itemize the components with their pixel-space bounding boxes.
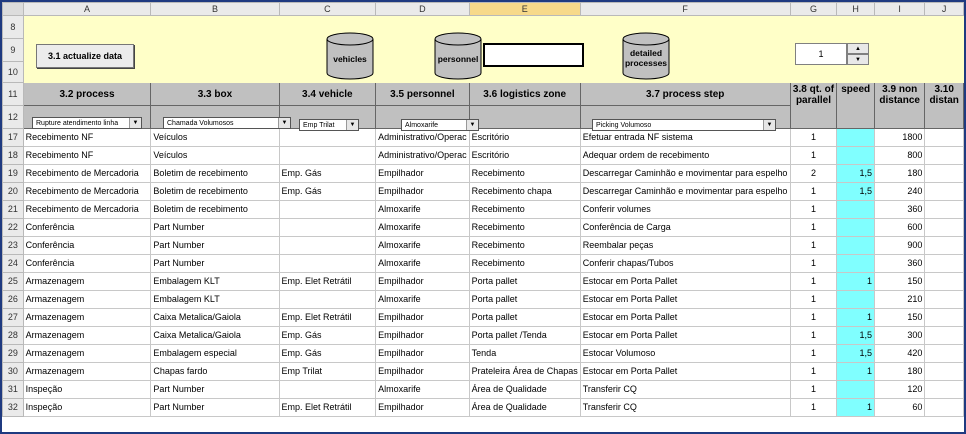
table-cell[interactable]: Transferir CQ bbox=[580, 381, 790, 399]
row-header[interactable]: 26 bbox=[3, 291, 24, 309]
detailed-processes-cylinder-button[interactable] bbox=[622, 32, 670, 80]
table-cell[interactable]: 1 bbox=[837, 399, 875, 417]
table-row bbox=[3, 291, 964, 309]
column-header[interactable]: C bbox=[279, 3, 376, 16]
table-cell[interactable] bbox=[925, 183, 964, 201]
table-row bbox=[3, 237, 964, 255]
row-header[interactable]: 29 bbox=[3, 345, 24, 363]
table-cell[interactable] bbox=[925, 165, 964, 183]
table-cell[interactable] bbox=[837, 255, 875, 273]
table-row bbox=[3, 201, 964, 219]
table-cell[interactable]: Conferência de Carga bbox=[580, 219, 790, 237]
header-vehicle: 3.4 vehicle bbox=[279, 83, 376, 106]
row-header[interactable]: 31 bbox=[3, 381, 24, 399]
table-cell[interactable]: Veículos bbox=[151, 147, 279, 165]
table-row bbox=[3, 147, 964, 165]
table-cell[interactable]: Emp. Elet Retrátil bbox=[279, 399, 376, 417]
spinner-up-button[interactable]: ▲ bbox=[847, 43, 869, 54]
table-cell[interactable]: Conferência bbox=[23, 237, 151, 255]
table-cell[interactable] bbox=[925, 327, 964, 345]
vehicle-filter-dropdown[interactable]: Emp Trilat ▼ bbox=[299, 119, 359, 131]
chevron-down-icon[interactable]: ▼ bbox=[129, 118, 141, 128]
table-cell[interactable] bbox=[925, 273, 964, 291]
column-header[interactable]: G bbox=[790, 3, 837, 16]
row-header[interactable]: 28 bbox=[3, 327, 24, 345]
table-cell[interactable]: 420 bbox=[875, 345, 925, 363]
row-header[interactable]: 12 bbox=[3, 106, 24, 129]
table-cell[interactable]: Inspeção bbox=[23, 399, 151, 417]
table-cell[interactable]: Prateleira Área de Chapas bbox=[469, 363, 580, 381]
table-cell[interactable] bbox=[837, 291, 875, 309]
table-cell[interactable]: Armazenagem bbox=[23, 327, 151, 345]
table-cell[interactable]: Emp. Gás bbox=[279, 165, 376, 183]
table-cell[interactable]: Tenda bbox=[469, 345, 580, 363]
chevron-down-icon[interactable]: ▼ bbox=[278, 118, 290, 128]
table-cell[interactable]: Almoxarife bbox=[376, 255, 470, 273]
table-cell[interactable]: Armazenagem bbox=[23, 273, 151, 291]
column-header-selected[interactable]: E bbox=[469, 3, 580, 16]
row-header[interactable]: 8 bbox=[3, 16, 24, 39]
row-header[interactable]: 20 bbox=[3, 183, 24, 201]
row-header[interactable]: 11 bbox=[3, 83, 24, 106]
table-cell[interactable] bbox=[925, 201, 964, 219]
table-cell[interactable]: 1 bbox=[790, 147, 837, 165]
table-cell[interactable]: 360 bbox=[875, 201, 925, 219]
table-cell[interactable]: Recebimento de Mercadoria bbox=[23, 165, 151, 183]
table-cell[interactable]: Reembalar peças bbox=[580, 237, 790, 255]
table-row bbox=[3, 219, 964, 237]
table-cell[interactable]: Part Number bbox=[151, 237, 279, 255]
table-cell[interactable]: Porta pallet bbox=[469, 309, 580, 327]
chevron-down-icon[interactable]: ▼ bbox=[763, 120, 775, 130]
table-cell[interactable] bbox=[279, 291, 376, 309]
column-header[interactable]: H bbox=[837, 3, 875, 16]
table-cell[interactable]: 1 bbox=[790, 219, 837, 237]
table-cell[interactable] bbox=[279, 237, 376, 255]
active-cell-selection[interactable] bbox=[483, 43, 584, 67]
table-cell[interactable]: 1 bbox=[837, 309, 875, 327]
chevron-down-icon[interactable]: ▼ bbox=[346, 120, 358, 130]
table-cell[interactable]: Escritório bbox=[469, 147, 580, 165]
header-process: 3.2 process bbox=[23, 83, 151, 106]
table-cell[interactable]: Conferir chapas/Tubos bbox=[580, 255, 790, 273]
table-cell[interactable]: Conferir volumes bbox=[580, 201, 790, 219]
table-cell[interactable]: Almoxarife bbox=[376, 381, 470, 399]
table-row bbox=[3, 273, 964, 291]
header-distance: 3.10 distan bbox=[925, 83, 964, 129]
box-filter-dropdown[interactable]: Chamada Volumosos ▼ bbox=[163, 117, 291, 129]
table-cell[interactable] bbox=[925, 399, 964, 417]
spinner-value[interactable]: 1 bbox=[795, 43, 847, 65]
table-cell[interactable]: Adequar ordem de recebimento bbox=[580, 147, 790, 165]
table-cell[interactable]: Estocar em Porta Pallet bbox=[580, 327, 790, 345]
table-cell[interactable]: 60 bbox=[875, 399, 925, 417]
table-cell[interactable]: Descarregar Caminhão e movimentar para espelho bbox=[580, 165, 790, 183]
table-cell[interactable] bbox=[279, 255, 376, 273]
table-cell[interactable]: Armazenagem bbox=[23, 291, 151, 309]
personnel-label: personnel bbox=[437, 54, 479, 64]
table-cell[interactable]: Part Number bbox=[151, 399, 279, 417]
table-cell[interactable]: Boletim de recebimento bbox=[151, 183, 279, 201]
table-cell[interactable]: 1 bbox=[790, 237, 837, 255]
table-row bbox=[3, 363, 964, 381]
table-cell[interactable]: Almoxarife bbox=[376, 237, 470, 255]
table-cell[interactable]: Estocar em Porta Pallet bbox=[580, 309, 790, 327]
personnel-filter-dropdown[interactable]: Almoxarife ▼ bbox=[401, 119, 479, 131]
table-cell[interactable]: 1 bbox=[790, 273, 837, 291]
table-cell[interactable] bbox=[925, 219, 964, 237]
select-all-corner[interactable] bbox=[3, 3, 24, 16]
table-cell[interactable]: 240 bbox=[875, 183, 925, 201]
table-cell[interactable]: 1 bbox=[790, 345, 837, 363]
process-filter-dropdown[interactable]: Rupture atendimento linha ▼ bbox=[32, 117, 142, 129]
table-cell[interactable]: 600 bbox=[875, 219, 925, 237]
table-row bbox=[3, 165, 964, 183]
row-header[interactable]: 22 bbox=[3, 219, 24, 237]
table-cell[interactable]: Conferência bbox=[23, 219, 151, 237]
header-personnel: 3.5 personnel bbox=[376, 83, 470, 106]
table-cell[interactable]: Estocar Volumoso bbox=[580, 345, 790, 363]
vehicles-cylinder-button[interactable] bbox=[326, 32, 374, 80]
table-cell[interactable]: Empilhador bbox=[376, 273, 470, 291]
table-cell[interactable]: Part Number bbox=[151, 255, 279, 273]
table-cell[interactable]: Boletim de recebimento bbox=[151, 165, 279, 183]
table-cell[interactable]: Caixa Metalica/Gaiola bbox=[151, 327, 279, 345]
table-cell[interactable]: Estocar em Porta Pallet bbox=[580, 273, 790, 291]
table-cell[interactable]: 120 bbox=[875, 381, 925, 399]
table-cell[interactable]: Empilhador bbox=[376, 309, 470, 327]
table-cell[interactable] bbox=[925, 129, 964, 147]
spinner-down-button[interactable]: ▼ bbox=[847, 54, 869, 65]
table-cell[interactable]: Recebimento bbox=[469, 255, 580, 273]
table-cell[interactable]: Recebimento de Mercadoria bbox=[23, 201, 151, 219]
table-cell[interactable]: Escritório bbox=[469, 129, 580, 147]
column-header[interactable]: F bbox=[580, 3, 790, 16]
table-cell[interactable]: Transferir CQ bbox=[580, 399, 790, 417]
table-cell[interactable]: Emp. Gás bbox=[279, 327, 376, 345]
table-cell[interactable]: 1,5 bbox=[837, 183, 875, 201]
table-cell[interactable] bbox=[925, 363, 964, 381]
table-cell[interactable]: Almoxarife bbox=[376, 219, 470, 237]
table-row bbox=[3, 183, 964, 201]
header-box: 3.3 box bbox=[151, 83, 279, 106]
table-cell[interactable]: Empilhador bbox=[376, 363, 470, 381]
table-cell[interactable] bbox=[925, 345, 964, 363]
table-cell[interactable]: Inspeção bbox=[23, 381, 151, 399]
table-cell[interactable]: Armazenagem bbox=[23, 345, 151, 363]
table-cell[interactable]: 300 bbox=[875, 327, 925, 345]
row-header[interactable]: 32 bbox=[3, 399, 24, 417]
table-cell[interactable]: Embalagem especial bbox=[151, 345, 279, 363]
table-cell[interactable] bbox=[837, 237, 875, 255]
table-cell[interactable]: Almoxarife bbox=[376, 291, 470, 309]
table-cell[interactable]: Part Number bbox=[151, 381, 279, 399]
table-cell[interactable] bbox=[925, 309, 964, 327]
table-cell[interactable]: 1 bbox=[790, 381, 837, 399]
table-cell[interactable]: 1 bbox=[790, 201, 837, 219]
column-header-row bbox=[3, 3, 964, 16]
table-cell[interactable]: Porta pallet bbox=[469, 291, 580, 309]
row-header[interactable]: 17 bbox=[3, 129, 24, 147]
table-row bbox=[3, 309, 964, 327]
table-cell[interactable]: Embalagem KLT bbox=[151, 291, 279, 309]
column-header[interactable]: B bbox=[151, 3, 279, 16]
table-cell[interactable]: Porta pallet /Tenda bbox=[469, 327, 580, 345]
table-cell[interactable]: 1,5 bbox=[837, 345, 875, 363]
table-cell[interactable]: 150 bbox=[875, 309, 925, 327]
table-cell[interactable]: Chapas fardo bbox=[151, 363, 279, 381]
table-cell[interactable] bbox=[837, 129, 875, 147]
table-row bbox=[3, 129, 964, 147]
table-cell[interactable]: Emp. Elet Retrátil bbox=[279, 273, 376, 291]
table-row bbox=[3, 345, 964, 363]
personnel-cylinder-button[interactable] bbox=[434, 32, 482, 80]
table-cell[interactable]: Conferência bbox=[23, 255, 151, 273]
table-cell[interactable]: Recebimento bbox=[469, 219, 580, 237]
table-cell[interactable]: Empilhador bbox=[376, 327, 470, 345]
table-cell[interactable]: 360 bbox=[875, 255, 925, 273]
table-cell[interactable] bbox=[837, 201, 875, 219]
table-cell[interactable]: 1 bbox=[790, 399, 837, 417]
table-cell[interactable]: 1 bbox=[790, 183, 837, 201]
table-cell[interactable]: 180 bbox=[875, 363, 925, 381]
table-cell[interactable]: Área de Qualidade bbox=[469, 381, 580, 399]
table-cell[interactable] bbox=[925, 147, 964, 165]
table-cell[interactable]: 1,5 bbox=[837, 165, 875, 183]
header-speed: speed bbox=[837, 83, 875, 129]
header-logistics-zone: 3.6 logistics zone bbox=[469, 83, 580, 106]
table-cell[interactable] bbox=[837, 381, 875, 399]
row-header[interactable]: 24 bbox=[3, 255, 24, 273]
table-cell[interactable]: Empilhador bbox=[376, 165, 470, 183]
table-cell[interactable]: Armazenagem bbox=[23, 363, 151, 381]
header-parallel: 3.8 qt. of parallel bbox=[790, 83, 837, 129]
table-cell[interactable]: Administrativo/Operac bbox=[376, 147, 470, 165]
vehicles-label: vehicles bbox=[333, 54, 367, 64]
data-rows bbox=[3, 129, 964, 417]
table-cell[interactable]: Recebimento bbox=[469, 201, 580, 219]
table-cell[interactable]: Boletim de recebimento bbox=[151, 201, 279, 219]
table-cell[interactable]: Recebimento NF bbox=[23, 147, 151, 165]
column-header[interactable]: J bbox=[925, 3, 964, 16]
table-cell[interactable]: Caixa Metalica/Gaiola bbox=[151, 309, 279, 327]
row-header[interactable]: 19 bbox=[3, 165, 24, 183]
table-cell[interactable]: Empilhador bbox=[376, 345, 470, 363]
table-row bbox=[3, 381, 964, 399]
table-cell[interactable]: 180 bbox=[875, 165, 925, 183]
table-cell[interactable]: 1 bbox=[790, 363, 837, 381]
table-row bbox=[3, 327, 964, 345]
number-spinner bbox=[795, 43, 869, 65]
table-cell[interactable] bbox=[925, 291, 964, 309]
table-row bbox=[3, 399, 964, 417]
table-cell[interactable]: Recebimento chapa bbox=[469, 183, 580, 201]
table-cell[interactable] bbox=[925, 255, 964, 273]
table-cell[interactable]: 1800 bbox=[875, 129, 925, 147]
table-cell[interactable]: Emp. Gás bbox=[279, 183, 376, 201]
table-cell[interactable]: Efetuar entrada NF sistema bbox=[580, 129, 790, 147]
actualize-data-button[interactable]: 3.1 actualize data bbox=[36, 44, 134, 68]
table-cell[interactable]: Empilhador bbox=[376, 183, 470, 201]
table-cell[interactable]: 210 bbox=[875, 291, 925, 309]
row-header[interactable]: 23 bbox=[3, 237, 24, 255]
table-cell[interactable]: Emp. Gás bbox=[279, 345, 376, 363]
table-cell[interactable]: 900 bbox=[875, 237, 925, 255]
table-cell[interactable]: Estocar em Porta Pallet bbox=[580, 363, 790, 381]
table-cell[interactable]: 800 bbox=[875, 147, 925, 165]
table-cell[interactable]: Embalagem KLT bbox=[151, 273, 279, 291]
table-cell[interactable]: Porta pallet bbox=[469, 273, 580, 291]
row-header[interactable]: 25 bbox=[3, 273, 24, 291]
table-cell[interactable]: Administrativo/Operac bbox=[376, 129, 470, 147]
table-cell[interactable] bbox=[925, 381, 964, 399]
table-cell[interactable]: Emp Trilat bbox=[279, 363, 376, 381]
table-cell[interactable]: 1 bbox=[790, 327, 837, 345]
row-header[interactable]: 18 bbox=[3, 147, 24, 165]
table-cell[interactable] bbox=[279, 147, 376, 165]
header-process-step: 3.7 process step bbox=[580, 83, 790, 106]
table-cell[interactable]: 1 bbox=[837, 363, 875, 381]
table-cell[interactable]: 1,5 bbox=[837, 327, 875, 345]
table-cell[interactable]: 1 bbox=[790, 291, 837, 309]
table-cell[interactable]: Recebimento bbox=[469, 165, 580, 183]
table-cell[interactable] bbox=[279, 381, 376, 399]
table-cell[interactable]: Emp. Elet Retrátil bbox=[279, 309, 376, 327]
table-cell[interactable]: Recebimento NF bbox=[23, 129, 151, 147]
row-header[interactable]: 27 bbox=[3, 309, 24, 327]
table-cell[interactable] bbox=[837, 147, 875, 165]
column-header[interactable]: I bbox=[875, 3, 925, 16]
detailed-processes-label: detailed processes bbox=[624, 48, 668, 68]
table-cell[interactable] bbox=[279, 129, 376, 147]
table-cell[interactable]: Part Number bbox=[151, 219, 279, 237]
table-cell[interactable] bbox=[925, 237, 964, 255]
process-step-filter-dropdown[interactable]: Picking Volumoso ▼ bbox=[592, 119, 776, 131]
table-cell[interactable]: 150 bbox=[875, 273, 925, 291]
chevron-down-icon[interactable]: ▼ bbox=[466, 120, 478, 130]
table-cell[interactable]: Recebimento bbox=[469, 237, 580, 255]
table-cell[interactable]: Empilhador bbox=[376, 399, 470, 417]
table-cell[interactable]: Veículos bbox=[151, 129, 279, 147]
table-row bbox=[3, 255, 964, 273]
table-cell[interactable]: Descarregar Caminhão e movimentar para espelho bbox=[580, 183, 790, 201]
column-header[interactable]: A bbox=[23, 3, 151, 16]
table-cell[interactable]: 1 bbox=[790, 255, 837, 273]
header-non-distance: 3.9 non distance bbox=[875, 83, 925, 129]
row-header[interactable]: 10 bbox=[3, 62, 24, 83]
table-cell[interactable]: Recebimento de Mercadoria bbox=[23, 183, 151, 201]
table-cell[interactable] bbox=[279, 201, 376, 219]
table-cell[interactable]: 1 bbox=[790, 309, 837, 327]
table-cell[interactable]: Área de Qualidade bbox=[469, 399, 580, 417]
table-cell[interactable]: 1 bbox=[790, 129, 837, 147]
table-cell[interactable]: Estocar em Porta Pallet bbox=[580, 291, 790, 309]
table-cell[interactable] bbox=[279, 219, 376, 237]
row-header[interactable]: 21 bbox=[3, 201, 24, 219]
table-cell[interactable]: Almoxarife bbox=[376, 201, 470, 219]
table-cell[interactable]: Armazenagem bbox=[23, 309, 151, 327]
column-header[interactable]: D bbox=[376, 3, 470, 16]
row-header[interactable]: 30 bbox=[3, 363, 24, 381]
table-cell[interactable]: 1 bbox=[837, 273, 875, 291]
row-header[interactable]: 9 bbox=[3, 39, 24, 62]
table-cell[interactable]: 2 bbox=[790, 165, 837, 183]
table-cell[interactable] bbox=[837, 219, 875, 237]
